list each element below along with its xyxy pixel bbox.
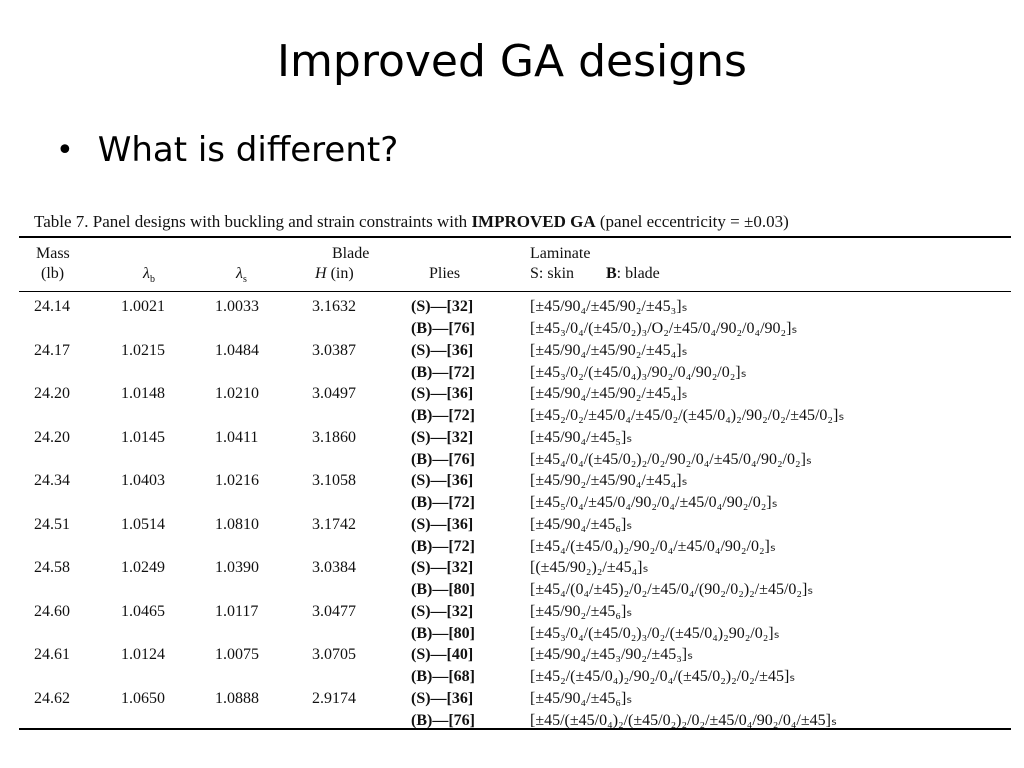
cell-lambda-b: 1.0650 [121,689,165,707]
caption-suffix: (panel eccentricity = ±0.03) [599,212,789,231]
cell-plies-skin: (S)—[36] [411,515,474,533]
bullet-item [56,130,398,170]
cell-plies-blade: (B)—[72] [411,494,475,511]
cell-lambda-s: 1.0411 [215,428,259,446]
cell-plies-blade: (B)—[72] [411,537,475,555]
cell-laminate-blade: [±45₃/0₂/(±45/0₄)₃/90₂/0₄/90₂/0₂]ₛ [530,363,747,381]
cell-lambda-s: 1.0210 [215,385,259,402]
cell-laminate-skin: [±45/90₄/±45₃/90₂/±45₃]ₛ [530,646,694,663]
cell-laminate-blade: [±45₃/0₄/(±45/0₂)₃/0₂/(±45/0₄)₂90₂/0₂]ₛ [530,624,780,642]
bullet-dot-icon: • [56,132,74,168]
cell-blade-h: 3.0477 [312,602,356,620]
cell-plies-skin: (S)—[32] [411,428,474,446]
cell-blade-h: 2.9174 [312,689,356,707]
cell-mass: 24.60 [34,602,70,620]
cell-laminate-blade: [±45₅/0₄/±45/0₄/90₂/0₄/±45/0₄/90₂/0₂]ₛ [530,494,778,511]
cell-lambda-s: 1.0216 [215,472,259,489]
cell-laminate-blade: [±45₂/(±45/0₄)₂/90₂/0₄/(±45/0₂)₂/0₂/±45]ₛ [530,668,796,685]
header-lambda-b: $\lambda_b$ [143,265,155,286]
cell-mass: 24.20 [34,428,70,446]
cell-lambda-s: 1.0810 [215,515,259,533]
cell-lambda-b: 1.0215 [121,341,165,359]
cell-blade-h: 3.0384 [312,559,356,576]
bullet-text: What is different? [97,130,399,170]
laminate-table [14,208,1012,730]
table-bottom-rule [19,728,1011,730]
cell-lambda-s: 1.0390 [215,559,259,576]
header-laminate-blade: B: blade [606,265,660,282]
cell-lambda-s: 1.0484 [215,341,259,359]
cell-lambda-s: 1.0888 [215,689,259,707]
cell-plies-skin: (S)—[36] [411,472,474,489]
cell-lambda-b: 1.0514 [121,515,165,533]
table-header [14,238,1012,291]
cell-plies-blade: (B)—[72] [411,363,475,381]
cell-plies-skin: (S)—[32] [411,298,474,315]
cell-mass: 24.61 [34,646,70,663]
header-laminate: Laminate [530,245,591,262]
cell-lambda-b: 1.0021 [121,298,165,315]
cell-plies-blade: (B)—[72] [411,407,475,424]
cell-laminate-blade: [±45/(±45/0₄)₂/(±45/0₂)₂/0₂/±45/0₄/90₂/0₄/±45]ₛ [530,711,837,729]
cell-blade-h: 3.1860 [312,428,356,446]
cell-laminate-skin: [±45/90₄/±45/90₂/±45₄]ₛ [530,341,688,359]
cell-blade-h: 3.0705 [312,646,356,663]
cell-plies-blade: (B)—[80] [411,581,475,598]
header-mass-unit: (lb) [41,265,65,282]
cell-laminate-skin: [±45/90₄/±45₆]ₛ [530,689,633,707]
cell-laminate-skin: [(±45/90₂)₂/±45₄]ₛ [530,559,649,576]
cell-plies-blade: (B)—[80] [411,624,475,642]
cell-mass: 24.20 [34,385,70,402]
cell-laminate-skin: [±45/90₄/±45₅]ₛ [530,428,633,446]
cell-lambda-b: 1.0148 [121,385,165,402]
cell-laminate-skin: [±45/90₄/±45/90₂/±45₄]ₛ [530,385,688,402]
cell-plies-blade: (B)—[76] [411,450,475,468]
table-body [14,292,1012,728]
cell-laminate-skin: [±45/90₂/±45₆]ₛ [530,602,633,620]
cell-plies-skin: (S)—[36] [411,689,474,707]
cell-mass: 24.34 [34,472,70,489]
caption-bold: IMPROVED GA [471,212,596,231]
cell-laminate-skin: [±45/90₂/±45/90₄/±45₄]ₛ [530,472,688,489]
cell-plies-skin: (S)—[36] [411,385,474,402]
caption-prefix: Table 7. Panel designs with buckling and strain constraints with [34,212,468,231]
cell-lambda-b: 1.0249 [121,559,165,576]
header-plies: Plies [429,265,461,282]
cell-mass: 24.62 [34,689,70,707]
cell-laminate-blade: [±45₂/0₂/±45/0₄/±45/0₂/(±45/0₄)₂/90₂/0₂/±45/0₂]ₛ [530,407,845,424]
slide-title: Improved GA designs [277,36,747,87]
cell-blade-h: 3.1742 [312,515,356,533]
cell-blade-h: 3.0387 [312,341,356,359]
header-laminate-skin: S: skin [530,265,575,282]
header-blade-h: H (in) [315,265,354,282]
cell-plies-skin: (S)—[32] [411,559,474,576]
cell-laminate-skin: [±45/90₄/±45₆]ₛ [530,515,633,533]
cell-mass: 24.51 [34,515,70,533]
cell-lambda-s: 1.0117 [215,602,259,620]
cell-laminate-blade: [±45₄/(0₄/±45)₂/0₂/±45/0₄/(90₂/0₂)₂/±45/0₂]ₛ [530,581,814,598]
cell-blade-h: 3.1058 [312,472,356,489]
cell-blade-h: 3.1632 [312,298,356,315]
table-caption [14,208,1012,236]
cell-laminate-skin: [±45/90₄/±45/90₂/±45₃]ₛ [530,298,688,315]
cell-lambda-b: 1.0403 [121,472,165,489]
header-mass: Mass [36,245,70,262]
cell-plies-blade: (B)—[76] [411,320,475,337]
cell-plies-skin: (S)—[36] [411,341,474,359]
cell-mass: 24.14 [34,298,70,315]
cell-lambda-b: 1.0124 [121,646,165,663]
header-blade: Blade [332,245,370,262]
cell-laminate-blade: [±45₄/(±45/0₄)₂/90₂/0₄/±45/0₄/90₂/0₂]ₛ [530,537,776,555]
header-lambda-s: $\lambda_s$ [236,265,247,286]
cell-laminate-blade: [±45₃/0₄/(±45/0₂)₃/O₂/±45/0₄/90₂/0₄/90₂]ₛ [530,320,798,337]
cell-plies-skin: (S)—[32] [411,602,474,620]
cell-lambda-b: 1.0145 [121,428,165,446]
cell-lambda-s: 1.0075 [215,646,259,663]
cell-plies-blade: (B)—[68] [411,668,475,685]
cell-mass: 24.58 [34,559,70,576]
cell-laminate-blade: [±45₄/0₄/(±45/0₂)₂/0₂/90₂/0₄/±45/0₄/90₂/0₂]ₛ [530,450,812,468]
cell-mass: 24.17 [34,341,70,359]
cell-plies-skin: (S)—[40] [411,646,474,663]
cell-lambda-s: 1.0033 [215,298,259,315]
cell-plies-blade: (B)—[76] [411,711,475,729]
cell-lambda-b: 1.0465 [121,602,165,620]
cell-blade-h: 3.0497 [312,385,356,402]
